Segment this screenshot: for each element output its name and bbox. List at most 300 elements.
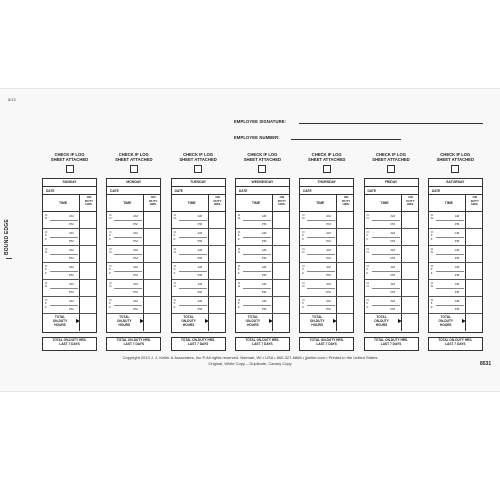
time-entry-row[interactable] <box>172 297 225 314</box>
column-divider <box>272 263 273 279</box>
pm-label: PM <box>261 273 267 277</box>
on-off-label: O F F <box>302 298 305 309</box>
total-on-duty-label: TOTAL ON-DUTY HOURS <box>117 315 132 327</box>
bound-edge-dash <box>6 258 12 259</box>
pm-label: PM <box>69 290 74 294</box>
pm-label: PM <box>326 273 331 277</box>
pm-label: PM <box>326 239 331 243</box>
form-number: 8531 <box>480 361 492 367</box>
column-divider <box>272 314 273 331</box>
last-7-days-label: TOTAL ON-DUTY HRS. LAST 7 DAYS <box>116 338 151 346</box>
pm-label: PM <box>326 307 331 311</box>
entry-separator <box>179 305 207 306</box>
am-label: AM <box>454 282 460 286</box>
pm-label: PM <box>133 222 138 226</box>
entry-separator <box>243 254 271 255</box>
date-label: DATE <box>303 189 312 193</box>
pm-label: PM <box>69 307 74 311</box>
date-field[interactable] <box>365 187 418 195</box>
pm-label: PM <box>69 256 74 260</box>
entry-separator <box>436 305 464 306</box>
total-on-duty-label: TOTAL ON-DUTY HOURS <box>181 315 196 327</box>
log-attached-checkbox[interactable] <box>194 165 202 173</box>
time-entry-row[interactable] <box>43 280 96 297</box>
last-7-days-box[interactable] <box>299 337 354 351</box>
time-entry-row[interactable] <box>429 280 482 297</box>
am-label: AM <box>261 214 267 218</box>
on-off-label: O F F <box>173 264 176 275</box>
pm-label: PM <box>197 256 203 260</box>
am-label: AM <box>390 299 395 303</box>
day-name: MONDAY <box>107 179 160 187</box>
am-label: AM <box>454 231 460 235</box>
column-divider <box>208 314 209 331</box>
pm-label: PM <box>454 239 460 243</box>
time-entry-row[interactable] <box>365 246 418 263</box>
on-off-label: O N <box>45 281 48 289</box>
pm-label: PM <box>197 307 203 311</box>
entry-separator <box>372 254 400 255</box>
entry-separator <box>50 271 78 272</box>
entry-separator <box>114 271 142 272</box>
on-off-label: O F F <box>430 298 434 309</box>
on-off-label: O N <box>366 281 369 289</box>
on-off-label: O N <box>237 213 241 221</box>
time-entry-row[interactable] <box>300 212 353 229</box>
date-field[interactable] <box>43 187 96 195</box>
entry-separator <box>307 220 335 221</box>
on-off-label: O N <box>109 247 112 255</box>
entry-separator <box>50 220 78 221</box>
pm-label: PM <box>261 307 267 311</box>
column-divider <box>79 263 80 279</box>
on-duty-label: ON DUTY HRS. <box>149 195 158 206</box>
employee-signature-label: EMPLOYEE SIGNATURE: <box>234 119 287 124</box>
column-divider <box>401 229 402 245</box>
column-divider <box>272 195 273 211</box>
last-7-days-box[interactable] <box>364 337 419 351</box>
am-label: AM <box>133 248 138 252</box>
on-off-label: O N <box>430 281 434 289</box>
last-7-days-box[interactable] <box>171 337 226 351</box>
pm-label: PM <box>133 290 138 294</box>
on-duty-label: ON DUTY HRS. <box>470 195 479 206</box>
column-divider <box>79 246 80 262</box>
entry-separator <box>50 288 78 289</box>
time-entry-row[interactable] <box>107 263 160 280</box>
column-divider <box>336 246 337 262</box>
day-column <box>428 152 483 346</box>
column-divider <box>208 297 209 313</box>
pm-label: PM <box>390 239 395 243</box>
day-name: TUESDAY <box>172 179 225 187</box>
pm-label: PM <box>454 307 460 311</box>
date-label: DATE <box>431 189 441 193</box>
on-off-label: O N <box>109 213 112 221</box>
entry-separator <box>114 288 142 289</box>
pm-label: PM <box>261 256 267 260</box>
total-row <box>172 314 225 331</box>
date-field[interactable] <box>300 187 353 195</box>
entry-separator <box>243 220 271 221</box>
on-off-label: O N <box>237 247 241 255</box>
time-entry-row[interactable] <box>236 297 289 314</box>
time-entry-row[interactable] <box>365 280 418 297</box>
time-entry-row[interactable] <box>43 246 96 263</box>
am-label: AM <box>197 231 203 235</box>
time-entry-row[interactable] <box>300 297 353 314</box>
date-label: DATE <box>110 189 119 193</box>
time-entry-row[interactable] <box>300 246 353 263</box>
entry-separator <box>307 288 335 289</box>
am-label: AM <box>133 282 138 286</box>
day-name: THURSDAY <box>300 179 353 187</box>
column-divider <box>401 297 402 313</box>
time-header <box>365 195 418 212</box>
time-entry-row[interactable] <box>107 212 160 229</box>
day-box <box>299 178 354 333</box>
form-code: 5/13 <box>8 97 16 102</box>
entry-separator <box>372 271 400 272</box>
on-off-label: O N <box>237 281 241 289</box>
pm-label: PM <box>133 273 138 277</box>
time-label: TIME <box>123 201 132 205</box>
day-column <box>42 152 97 346</box>
date-label: DATE <box>367 189 376 193</box>
time-label: TIME <box>187 201 196 205</box>
entry-separator <box>179 271 207 272</box>
on-off-label: O F F <box>237 298 241 309</box>
on-off-label: O F F <box>173 230 176 241</box>
time-entry-row[interactable] <box>365 263 418 280</box>
am-label: AM <box>133 231 138 235</box>
entry-separator <box>114 220 142 221</box>
log-attached-checkbox[interactable] <box>387 165 395 173</box>
column-divider <box>208 263 209 279</box>
bound-edge-label: BOUND EDGE <box>4 219 10 255</box>
pm-label: PM <box>390 273 395 277</box>
entry-separator <box>179 237 207 238</box>
last-7-days-label: TOTAL ON-DUTY HRS. LAST 7 DAYS <box>245 338 280 346</box>
last-7-days-label: TOTAL ON-DUTY HRS. LAST 7 DAYS <box>181 338 216 346</box>
time-entry-row[interactable] <box>236 280 289 297</box>
column-divider <box>336 229 337 245</box>
time-entry-row[interactable] <box>429 297 482 314</box>
entry-separator <box>179 220 207 221</box>
on-off-label: O N <box>430 213 434 221</box>
pm-label: PM <box>133 256 138 260</box>
on-off-label: O F F <box>45 230 48 241</box>
time-entry-row[interactable] <box>429 212 482 229</box>
am-label: AM <box>390 214 395 218</box>
on-off-label: O F F <box>302 264 305 275</box>
on-off-label: O N <box>302 281 305 289</box>
log-attached-checkbox[interactable] <box>323 165 331 173</box>
time-entry-row[interactable] <box>365 212 418 229</box>
time-header <box>300 195 353 212</box>
am-label: AM <box>197 299 203 303</box>
am-label: AM <box>390 231 395 235</box>
total-on-duty-label: TOTAL ON-DUTY HOURS <box>374 315 389 327</box>
time-entry-row[interactable] <box>107 297 160 314</box>
time-entry-row[interactable] <box>365 229 418 246</box>
entry-separator <box>243 271 271 272</box>
last-7-days-label: TOTAL ON-DUTY HRS. LAST 7 DAYS <box>309 338 344 346</box>
column-divider <box>465 314 466 331</box>
time-entry-row[interactable] <box>236 212 289 229</box>
am-label: AM <box>326 248 331 252</box>
pm-label: PM <box>454 256 460 260</box>
am-label: AM <box>326 282 331 286</box>
column-divider <box>465 246 466 262</box>
copyright-text: Copyright 2013 J. J. Keller & Associates, Inc.® All rights reserved. Neenah, WI • USA • 800-327-6868 • jjkeller.com • Printed in the United States <box>122 355 378 360</box>
column-divider <box>465 229 466 245</box>
employee-number-field[interactable] <box>291 139 401 140</box>
time-entry-row[interactable] <box>300 229 353 246</box>
date-field[interactable] <box>236 187 289 195</box>
day-name: FRIDAY <box>365 179 418 187</box>
am-label: AM <box>261 282 267 286</box>
on-off-label: O F F <box>45 298 48 309</box>
last-7-days-label: TOTAL ON-DUTY HRS. LAST 7 DAYS <box>373 338 409 346</box>
pm-label: PM <box>197 222 203 226</box>
time-entry-row[interactable] <box>107 229 160 246</box>
day-column <box>171 152 226 346</box>
am-label: AM <box>454 265 460 269</box>
column-divider <box>143 314 144 331</box>
employee-signature-field[interactable] <box>299 123 483 124</box>
time-entry-row[interactable] <box>172 280 225 297</box>
column-divider <box>79 195 80 211</box>
check-log-label: CHECK IF LOG SHEET ATTACHED <box>115 152 153 163</box>
am-label: AM <box>69 299 74 303</box>
column-divider <box>143 280 144 296</box>
on-duty-label: ON DUTY HRS. <box>406 195 415 206</box>
check-log-label: CHECK IF LOG SHEET ATTACHED <box>50 152 89 163</box>
time-label: TIME <box>380 201 389 205</box>
on-off-label: O F F <box>366 230 369 241</box>
on-off-label: O N <box>173 247 176 255</box>
last-7-days-box[interactable] <box>106 337 161 351</box>
column-divider <box>79 212 80 228</box>
entry-separator <box>179 288 207 289</box>
on-duty-label: ON DUTY HRS. <box>342 195 351 206</box>
pm-label: PM <box>69 273 74 277</box>
date-label: DATE <box>238 189 248 193</box>
entry-separator <box>372 237 400 238</box>
time-header <box>107 195 160 212</box>
time-entry-row[interactable] <box>107 246 160 263</box>
column-divider <box>143 246 144 262</box>
time-entry-row[interactable] <box>300 263 353 280</box>
column-divider <box>336 297 337 313</box>
column-divider <box>401 263 402 279</box>
total-row <box>43 314 96 331</box>
pm-label: PM <box>261 222 267 226</box>
time-header <box>43 195 96 212</box>
am-label: AM <box>197 282 203 286</box>
column-divider <box>401 246 402 262</box>
on-off-label: O N <box>45 247 48 255</box>
date-field[interactable] <box>107 187 160 195</box>
time-entry-row[interactable] <box>300 280 353 297</box>
time-label: TIME <box>251 201 260 205</box>
total-row <box>429 314 482 331</box>
log-attached-checkbox[interactable] <box>130 165 138 173</box>
pm-label: PM <box>454 273 460 277</box>
time-label: TIME <box>316 201 325 205</box>
time-entry-row[interactable] <box>107 280 160 297</box>
date-field[interactable] <box>429 187 482 195</box>
entry-separator <box>436 271 464 272</box>
pm-label: PM <box>69 239 74 243</box>
am-label: AM <box>326 299 331 303</box>
day-name: SUNDAY <box>43 179 96 187</box>
log-attached-checkbox[interactable] <box>66 165 74 173</box>
time-entry-row[interactable] <box>429 246 482 263</box>
am-label: AM <box>261 299 267 303</box>
total-row <box>107 314 160 331</box>
entry-separator <box>114 254 142 255</box>
pm-label: PM <box>326 256 331 260</box>
entry-separator <box>372 220 400 221</box>
column-divider <box>272 280 273 296</box>
time-entry-row[interactable] <box>43 297 96 314</box>
log-attached-checkbox[interactable] <box>258 165 266 173</box>
time-label: TIME <box>444 201 453 205</box>
total-row <box>300 314 353 331</box>
column-divider <box>401 314 402 331</box>
on-off-label: O N <box>302 213 305 221</box>
pm-label: PM <box>390 222 395 226</box>
time-entry-row[interactable] <box>365 297 418 314</box>
column-divider <box>79 297 80 313</box>
time-header <box>172 195 225 212</box>
time-entry-row[interactable] <box>172 263 225 280</box>
on-off-label: O N <box>109 281 112 289</box>
on-off-label: O N <box>173 213 176 221</box>
pm-label: PM <box>390 256 395 260</box>
column-divider <box>336 212 337 228</box>
check-log-label: CHECK IF LOG SHEET ATTACHED <box>372 152 410 163</box>
am-label: AM <box>454 299 460 303</box>
am-label: AM <box>69 248 74 252</box>
pm-label: PM <box>261 239 267 243</box>
last-7-days-box[interactable] <box>428 337 483 351</box>
am-label: AM <box>69 265 74 269</box>
check-log-label: CHECK IF LOG SHEET ATTACHED <box>307 152 346 163</box>
day-box <box>364 178 419 333</box>
on-off-label: O N <box>173 281 176 289</box>
entry-separator <box>50 254 78 255</box>
time-entry-row[interactable] <box>43 229 96 246</box>
column-divider <box>465 297 466 313</box>
time-entry-row[interactable] <box>172 212 225 229</box>
pm-label: PM <box>197 273 203 277</box>
entry-separator <box>243 237 271 238</box>
am-label: AM <box>69 214 74 218</box>
entry-separator <box>114 237 142 238</box>
column-divider <box>336 314 337 331</box>
pm-label: PM <box>69 222 74 226</box>
on-off-label: O N <box>430 247 434 255</box>
day-column <box>235 152 290 346</box>
on-off-label: O F F <box>109 230 112 241</box>
column-divider <box>465 212 466 228</box>
am-label: AM <box>261 265 267 269</box>
column-divider <box>143 229 144 245</box>
am-label: AM <box>69 282 74 286</box>
am-label: AM <box>326 231 331 235</box>
time-header <box>236 195 289 212</box>
on-duty-label: ON DUTY HRS. <box>84 195 94 206</box>
on-off-label: O F F <box>430 264 434 275</box>
entry-separator <box>436 254 464 255</box>
am-label: AM <box>197 248 203 252</box>
day-box <box>42 178 97 333</box>
date-field[interactable] <box>172 187 225 195</box>
time-entry-row[interactable] <box>43 212 96 229</box>
column-divider <box>401 212 402 228</box>
time-label: TIME <box>59 201 68 205</box>
am-label: AM <box>133 214 138 218</box>
column-divider <box>208 280 209 296</box>
on-duty-label: ON DUTY HRS. <box>277 195 286 206</box>
day-name: WEDNESDAY <box>236 179 289 187</box>
am-label: AM <box>261 248 267 252</box>
time-entry-row[interactable] <box>172 229 225 246</box>
day-name: SATURDAY <box>429 179 482 187</box>
on-off-label: O F F <box>237 264 241 275</box>
on-off-label: O N <box>45 213 48 221</box>
entry-separator <box>307 254 335 255</box>
last-7-days-box[interactable] <box>42 337 97 351</box>
column-divider <box>208 246 209 262</box>
pm-label: PM <box>197 290 203 294</box>
column-divider <box>465 263 466 279</box>
column-divider <box>272 297 273 313</box>
am-label: AM <box>261 231 267 235</box>
time-entry-row[interactable] <box>236 263 289 280</box>
am-label: AM <box>197 265 203 269</box>
entry-separator <box>50 237 78 238</box>
time-entry-row[interactable] <box>172 246 225 263</box>
am-label: AM <box>454 248 460 252</box>
time-entry-row[interactable] <box>236 246 289 263</box>
last-7-days-box[interactable] <box>235 337 290 351</box>
column-divider <box>272 246 273 262</box>
time-entry-row[interactable] <box>429 229 482 246</box>
entry-separator <box>243 305 271 306</box>
entry-separator <box>436 220 464 221</box>
on-off-label: O F F <box>366 264 369 275</box>
time-entry-row[interactable] <box>43 263 96 280</box>
column-divider <box>465 280 466 296</box>
entry-separator <box>307 271 335 272</box>
entry-separator <box>50 305 78 306</box>
entry-separator <box>436 237 464 238</box>
log-attached-checkbox[interactable] <box>451 165 459 173</box>
on-duty-label: ON DUTY HRS. <box>213 195 222 206</box>
pm-label: PM <box>326 290 331 294</box>
column-divider <box>272 229 273 245</box>
total-on-duty-label: TOTAL ON-DUTY HOURS <box>52 315 68 327</box>
time-entry-row[interactable] <box>429 263 482 280</box>
pm-label: PM <box>197 239 203 243</box>
on-off-label: O N <box>366 247 369 255</box>
time-entry-row[interactable] <box>236 229 289 246</box>
column-divider <box>79 314 80 331</box>
